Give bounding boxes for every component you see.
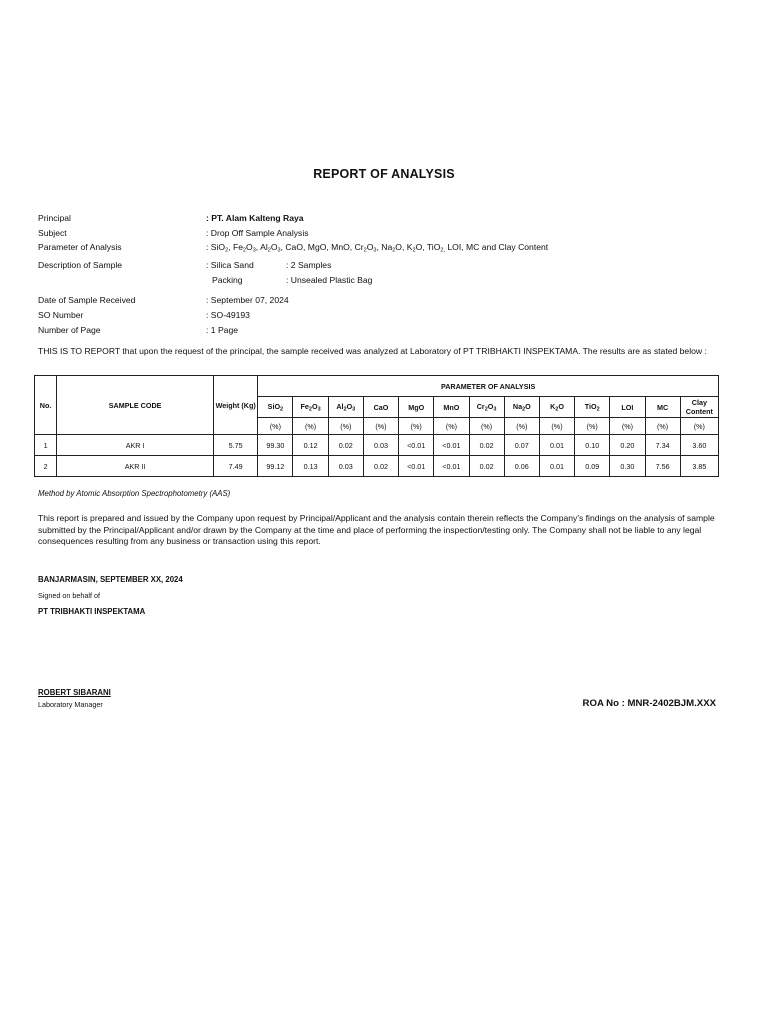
header-mno: MnO	[434, 397, 469, 418]
cell-no: 1	[35, 435, 57, 456]
header-cao: CaO	[363, 397, 398, 418]
place-date: BANJARMASIN, SEPTEMBER XX, 2024	[38, 575, 183, 584]
parameter-label: Parameter of Analysis	[38, 242, 122, 253]
cell-na2o: 0.06	[504, 456, 539, 477]
subject-value: : Drop Off Sample Analysis	[206, 227, 309, 238]
table-row	[35, 435, 719, 456]
principal-value: : PT. Alam Kalteng Raya	[206, 213, 304, 223]
cell-weight: 5.75	[214, 435, 258, 456]
header-parameter: PARAMETER OF ANALYSIS	[258, 376, 719, 397]
roa-number: ROA No : MNR-2402BJM.XXX	[582, 698, 716, 709]
unit-cell: (%)	[575, 418, 610, 435]
cell-no: 2	[35, 456, 57, 477]
header-weight: Weight (Kg)	[214, 376, 258, 435]
header-mc: MC	[645, 397, 680, 418]
cell-al2o3: 0.03	[328, 456, 363, 477]
info-description	[38, 258, 548, 273]
report-title: REPORT OF ANALYSIS	[313, 167, 455, 181]
so-value: : SO-49193	[206, 310, 250, 321]
cell-cr2o3: 0.02	[469, 435, 504, 456]
cell-fe2o3: 0.12	[293, 435, 328, 456]
cell-mc: 7.34	[645, 435, 680, 456]
header-loi: LOI	[610, 397, 645, 418]
header-al2o3: $Al_2O_3$	[328, 397, 363, 418]
cell-code: AKR II	[57, 456, 214, 477]
header-tio2: TiO$_2$	[575, 397, 610, 418]
info-date	[38, 293, 548, 308]
cell-mc: 7.56	[645, 456, 680, 477]
cell-sio2: 99.30	[258, 435, 293, 456]
unit-cell: (%)	[258, 418, 293, 435]
info-pages	[38, 323, 548, 338]
unit-cell: (%)	[363, 418, 398, 435]
header-clay: Clay Content	[680, 397, 718, 418]
table-row	[35, 456, 719, 477]
info-so	[38, 308, 548, 323]
header-sio2: SiO$_2$	[258, 397, 293, 418]
disclaimer-paragraph: This report is prepared and issued by the Company upon request by Principal/Applicant and the analysis contain therein reflects the Company's findings on the analysis of sample submitted by the Principal/Applicant and/or drawn by the Company at the time and place of performing the inspection/testing only. The Company shall not be liable to any legal consequences resulting from any business or transaction using this report.	[38, 513, 715, 546]
cell-mgo: <0.01	[399, 435, 434, 456]
header-k2o: $K_2O$	[539, 397, 574, 418]
subject-label: Subject	[38, 227, 67, 238]
cell-tio2: 0.10	[575, 435, 610, 456]
date-value: : September 07, 2024	[206, 295, 289, 306]
signer-role: Laboratory Manager	[38, 700, 103, 709]
description-value: : 2 Samples	[286, 260, 332, 271]
unit-cell: (%)	[469, 418, 504, 435]
signer-name: ROBERT SIBARANI	[38, 688, 111, 697]
pages-label: Number of Page	[38, 324, 101, 335]
intro-paragraph: THIS IS TO REPORT that upon the request of the principal, the sample received was analyzed at Laboratory of PT TRIBHAKTI INSPEKTAMA. The results are as stated below :	[38, 346, 707, 356]
cell-mgo: <0.01	[399, 456, 434, 477]
cell-cao: 0.02	[363, 456, 398, 477]
cell-cr2o3: 0.02	[469, 456, 504, 477]
pages-value: : 1 Page	[206, 324, 239, 335]
cell-clay: 3.60	[680, 435, 718, 456]
results-table	[34, 375, 719, 477]
unit-cell: (%)	[399, 418, 434, 435]
unit-cell: (%)	[610, 418, 645, 435]
cell-weight: 7.49	[214, 456, 258, 477]
info-principal	[38, 211, 548, 226]
unit-cell: (%)	[539, 418, 574, 435]
unit-cell: (%)	[293, 418, 328, 435]
report-info	[38, 211, 548, 337]
header-row-1	[35, 376, 719, 397]
cell-na2o: 0.07	[504, 435, 539, 456]
cell-k2o: 0.01	[539, 456, 574, 477]
parameter-value: : SiO$_2$, $Fe_2O_3$, $Al_2O_3$, CaO, MgO, MnO, $Cr_2O_3$, $Na_2O$, $K_2O$, TiO$_{2,}$ LOI, MC and Clay Content	[206, 242, 549, 254]
cell-fe2o3: 0.13	[293, 456, 328, 477]
header-na2o: $Na_2O$	[504, 397, 539, 418]
company-name: PT TRIBHAKTI INSPEKTAMA	[38, 607, 146, 616]
cell-k2o: 0.01	[539, 435, 574, 456]
cell-tio2: 0.09	[575, 456, 610, 477]
signed-on-behalf: Signed on behalf of	[38, 591, 100, 600]
info-packing	[38, 273, 548, 288]
header-fe2o3: $Fe_2O_3$	[293, 397, 328, 418]
description-key: : Silica Sand	[206, 260, 254, 271]
cell-clay: 3.85	[680, 456, 718, 477]
unit-cell: (%)	[504, 418, 539, 435]
cell-sio2: 99.12	[258, 456, 293, 477]
header-mgo: MgO	[399, 397, 434, 418]
cell-al2o3: 0.02	[328, 435, 363, 456]
info-parameter	[38, 240, 548, 258]
header-sample-code: SAMPLE CODE	[57, 376, 214, 435]
cell-cao: 0.03	[363, 435, 398, 456]
cell-loi: 0.30	[610, 456, 645, 477]
unit-cell: (%)	[434, 418, 469, 435]
date-label: Date of Sample Received	[38, 295, 136, 306]
cell-mno: <0.01	[434, 456, 469, 477]
description-label: Description of Sample	[38, 260, 123, 271]
packing-key: Packing	[212, 274, 243, 285]
principal-label: Principal	[38, 213, 71, 223]
unit-cell: (%)	[645, 418, 680, 435]
cell-code: AKR I	[57, 435, 214, 456]
unit-cell: (%)	[680, 418, 718, 435]
cell-loi: 0.20	[610, 435, 645, 456]
unit-cell: (%)	[328, 418, 363, 435]
header-cr2o3: $Cr_2O_3$	[469, 397, 504, 418]
so-label: SO Number	[38, 310, 84, 321]
header-no: No.	[35, 376, 57, 435]
info-subject	[38, 226, 548, 241]
packing-value: : Unsealed Plastic Bag	[286, 274, 373, 285]
cell-mno: <0.01	[434, 435, 469, 456]
method-note: Method by Atomic Absorption Spectrophotometry (AAS)	[38, 489, 231, 498]
